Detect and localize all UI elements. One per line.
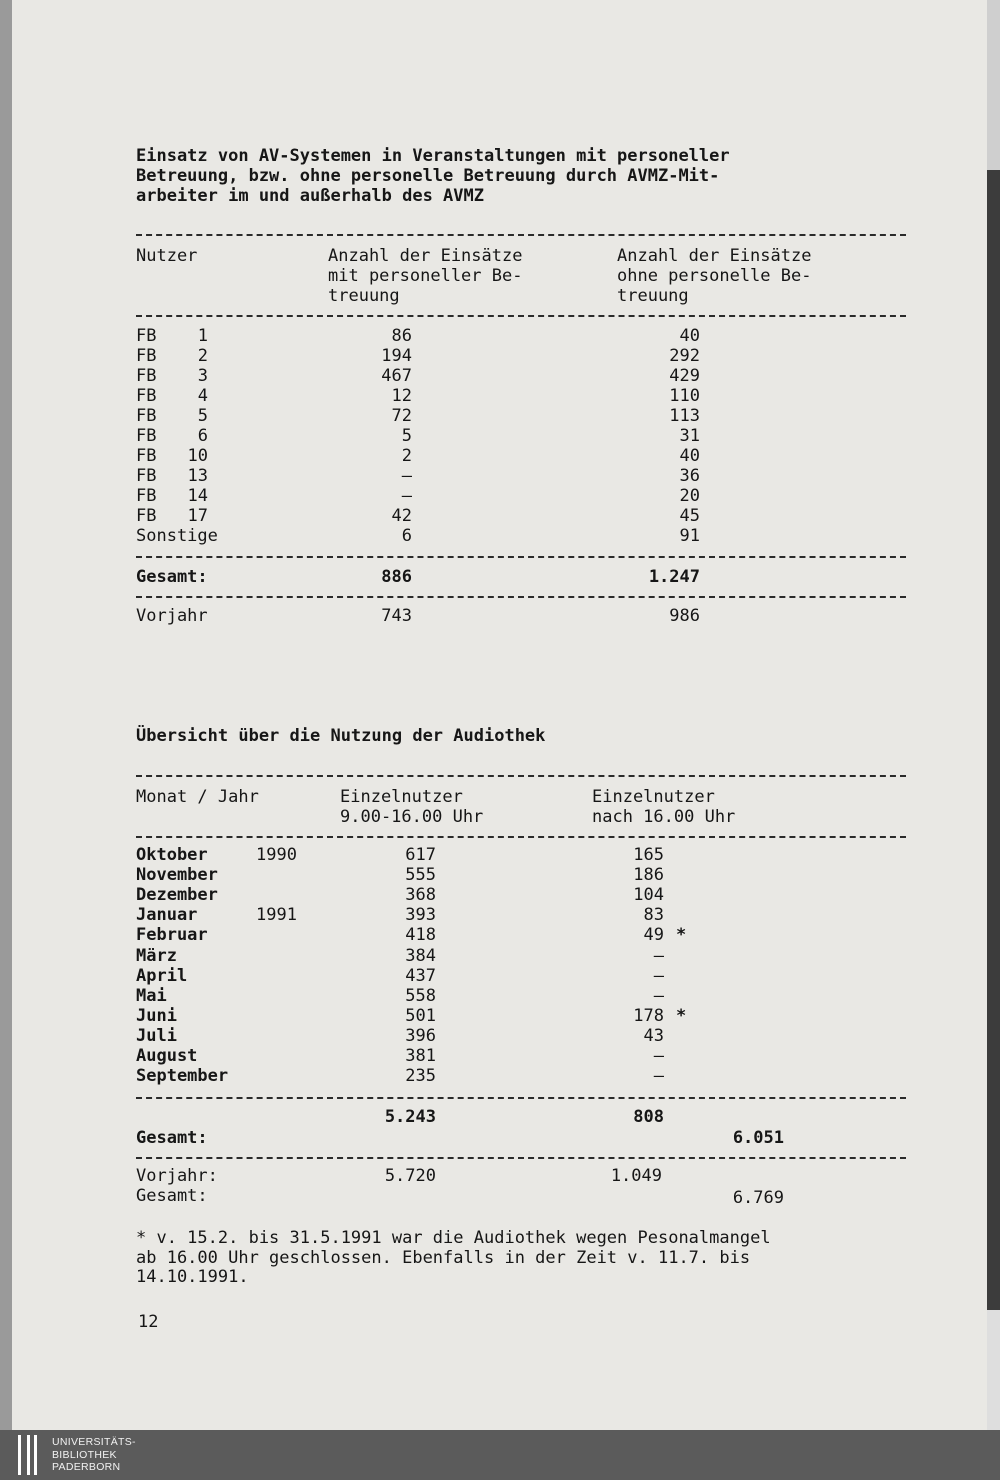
table2-col-day: 9.00-16.00 Uhr	[340, 807, 484, 827]
table1-cell-mit: 194	[381, 346, 412, 366]
table1-cell-nutzer: FB	[136, 406, 157, 426]
table2-cell-eve: –	[653, 1046, 664, 1066]
table1-header-rule	[136, 315, 906, 317]
table1-cell-fb-number: 2	[197, 346, 208, 366]
table2-cell-eve: 43	[643, 1025, 664, 1046]
table2-cell-eve: 83	[643, 905, 664, 926]
library-logo	[18, 1435, 138, 1475]
table1-cell-nutzer: FB	[136, 326, 157, 346]
table2-cell-eve: –	[653, 945, 664, 966]
table1-cell-nutzer: FB	[136, 486, 157, 506]
table1-cell-nutzer: Sonstige	[136, 526, 218, 546]
table2-cell-month: Februar	[136, 925, 208, 946]
library-logo-line: PADERBORN	[52, 1461, 121, 1473]
document-page	[12, 0, 987, 1430]
table2-cell-day: 617	[405, 845, 436, 865]
table1-heading-line: Betreuung, bzw. ohne personelle Betreuung durch AVMZ-Mit-	[136, 166, 720, 186]
table2-cell-day: 368	[405, 885, 436, 906]
table2-cell-month: Dezember	[136, 885, 218, 906]
table2-total-all: 6.051	[732, 1128, 784, 1148]
library-logo-line: UNIVERSITÄTS-	[52, 1436, 136, 1448]
table1-cell-mit: 12	[391, 386, 412, 406]
table1-cell-fb-number: 13	[187, 466, 208, 486]
table1-prev-ohne: 986	[669, 606, 700, 626]
scan-edge-left	[0, 0, 12, 1480]
table1-cell-nutzer: FB	[136, 366, 157, 386]
table1-cell-mit: –	[401, 486, 412, 506]
table2-cell-month: April	[136, 965, 188, 986]
table2-cell-day: 501	[405, 1005, 436, 1026]
table1-prev-mit: 743	[381, 606, 412, 626]
table1-cell-mit: 86	[391, 326, 412, 346]
table1-cell-mit: 5	[401, 426, 412, 446]
footnote-line: 14.10.1991.	[136, 1267, 249, 1287]
table1-cell-fb-number: 6	[197, 426, 208, 446]
table1-cell-fb-number: 10	[187, 446, 208, 466]
table2-col-day: Einzelnutzer	[340, 787, 463, 807]
library-footer-bar	[0, 1430, 1000, 1480]
table2-cell-month: November	[136, 865, 218, 886]
table2-cell-eve: –	[653, 985, 664, 1006]
table2-cell-month: September	[136, 1066, 229, 1087]
table2-total-label: Gesamt:	[136, 1128, 208, 1148]
table1-col-nutzer: Nutzer	[136, 246, 198, 266]
table1-cell-ohne: 20	[679, 486, 700, 506]
table1-cell-nutzer: FB	[136, 346, 157, 366]
table2-cell-month: Oktober	[136, 845, 208, 865]
table1-cell-fb-number: 14	[187, 486, 208, 506]
table1-cell-ohne: 113	[669, 406, 700, 426]
table1-cell-ohne: 110	[669, 386, 700, 406]
table1-cell-mit: 42	[391, 506, 412, 526]
table2-cell-day: 393	[405, 905, 436, 926]
table1-cell-nutzer: FB	[136, 506, 157, 526]
scan-edge-right	[987, 170, 1000, 1310]
table2-cell-day: 558	[405, 985, 436, 1006]
table2-cell-year: 1991	[256, 905, 297, 926]
table1-cell-fb-number: 17	[187, 506, 208, 526]
table1-cell-mit: 72	[391, 406, 412, 426]
page-number: 12	[138, 1312, 159, 1332]
footnote-line: ab 16.00 Uhr geschlossen. Ebenfalls in der Zeit v. 11.7. bis	[136, 1248, 751, 1268]
table2-cell-month: März	[136, 945, 177, 966]
table1-total-ohne: 1.247	[648, 567, 700, 587]
table2-cell-day: 384	[405, 945, 436, 966]
table2-cell-day: 235	[405, 1066, 436, 1087]
table2-cell-month: August	[136, 1046, 198, 1066]
table2-prev-total-label: Gesamt:	[136, 1186, 208, 1206]
table2-cell-eve: 165	[633, 845, 664, 865]
table1-rule	[136, 556, 906, 558]
table1-cell-nutzer: FB	[136, 386, 157, 406]
table2-cell-eve: –	[653, 965, 664, 986]
footnote-line: * v. 15.2. bis 31.5.1991 war die Audiothek wegen Pesonalmangel	[136, 1228, 771, 1248]
table1-cell-mit: 467	[381, 366, 412, 386]
table1-cell-ohne: 292	[669, 346, 700, 366]
table1-cell-mit: 6	[401, 526, 412, 546]
table2-cell-month: Mai	[136, 985, 167, 1006]
table1-heading-line: Einsatz von AV-Systemen in Veranstaltungen mit personeller	[136, 146, 730, 166]
table2-cell-day: 396	[405, 1025, 436, 1046]
table1-cell-nutzer: FB	[136, 446, 157, 466]
library-logo-line: BIBLIOTHEK	[52, 1448, 117, 1461]
table2-header-rule	[136, 836, 906, 838]
table1-cell-ohne: 31	[679, 426, 700, 446]
table2-cell-footnote-mark: *	[676, 1005, 687, 1026]
table1-cell-fb-number: 5	[197, 406, 208, 426]
scan-edge-right-top	[987, 0, 1000, 170]
table2-top-rule	[136, 775, 906, 777]
table2-cell-eve: 104	[633, 885, 664, 906]
table2-prev-total: 6.769	[732, 1188, 784, 1208]
table1-cell-ohne: 91	[679, 526, 700, 546]
table2-cell-month: Juni	[136, 1005, 177, 1026]
table1-cell-ohne: 40	[679, 446, 700, 466]
table2-prev-day: 5.720	[384, 1166, 436, 1186]
table2-cell-day: 437	[405, 965, 436, 986]
table2-col-eve: Einzelnutzer	[592, 787, 715, 807]
table1-cell-mit: –	[401, 466, 412, 486]
table2-sum-eve: 808	[633, 1107, 664, 1127]
table1-heading-line: arbeiter im und außerhalb des AVMZ	[136, 186, 484, 206]
table1-cell-ohne: 36	[679, 466, 700, 486]
table2-cell-day: 381	[405, 1046, 436, 1066]
table1-col-mit: treuung	[328, 286, 400, 306]
table1-cell-ohne: 40	[679, 326, 700, 346]
table2-cell-eve: 178	[633, 1005, 664, 1026]
table1-top-rule	[136, 234, 906, 236]
table2-cell-footnote-mark: *	[676, 925, 687, 946]
table1-cell-ohne: 45	[679, 506, 700, 526]
table1-col-ohne: Anzahl der Einsätze	[617, 246, 812, 266]
table1-total-label: Gesamt:	[136, 567, 208, 587]
table2-rule	[136, 1097, 906, 1099]
table2-cell-year: 1990	[256, 845, 297, 865]
table2-rule	[136, 1157, 906, 1159]
table1-cell-fb-number: 3	[197, 366, 208, 386]
table1-cell-fb-number: 4	[197, 386, 208, 406]
table2-cell-month: Januar	[136, 905, 198, 926]
table1-col-mit: Anzahl der Einsätze	[328, 246, 523, 266]
table2-cell-day: 418	[405, 925, 436, 946]
table2-prev-label: Vorjahr:	[136, 1166, 218, 1186]
table1-cell-mit: 2	[401, 446, 412, 466]
table2-cell-eve: 49	[643, 925, 664, 946]
table1-rule	[136, 596, 906, 598]
library-logo-mark-icon	[18, 1435, 45, 1475]
table2-cell-day: 555	[405, 865, 436, 886]
table1-col-ohne: treuung	[617, 286, 689, 306]
table1-col-ohne: ohne personelle Be-	[617, 266, 812, 286]
table2-sum-day: 5.243	[384, 1107, 436, 1127]
table2-col-eve: nach 16.00 Uhr	[592, 807, 736, 827]
table1-cell-fb-number: 1	[197, 326, 208, 346]
table2-cell-month: Juli	[136, 1025, 177, 1046]
table2-cell-eve: 186	[633, 865, 664, 886]
table1-prev-label: Vorjahr	[136, 606, 208, 626]
table2-prev-eve: 1.049	[610, 1166, 662, 1186]
table2-heading: Übersicht über die Nutzung der Audiothek	[136, 726, 546, 746]
table1-total-mit: 886	[381, 567, 412, 587]
table2-col-month: Monat / Jahr	[136, 787, 259, 807]
table1-cell-ohne: 429	[669, 366, 700, 386]
table1-col-mit: mit personeller Be-	[328, 266, 523, 286]
table1-cell-nutzer: FB	[136, 426, 157, 446]
library-logo-text	[52, 1436, 136, 1474]
table1-cell-nutzer: FB	[136, 466, 157, 486]
table2-cell-eve: –	[653, 1066, 664, 1087]
